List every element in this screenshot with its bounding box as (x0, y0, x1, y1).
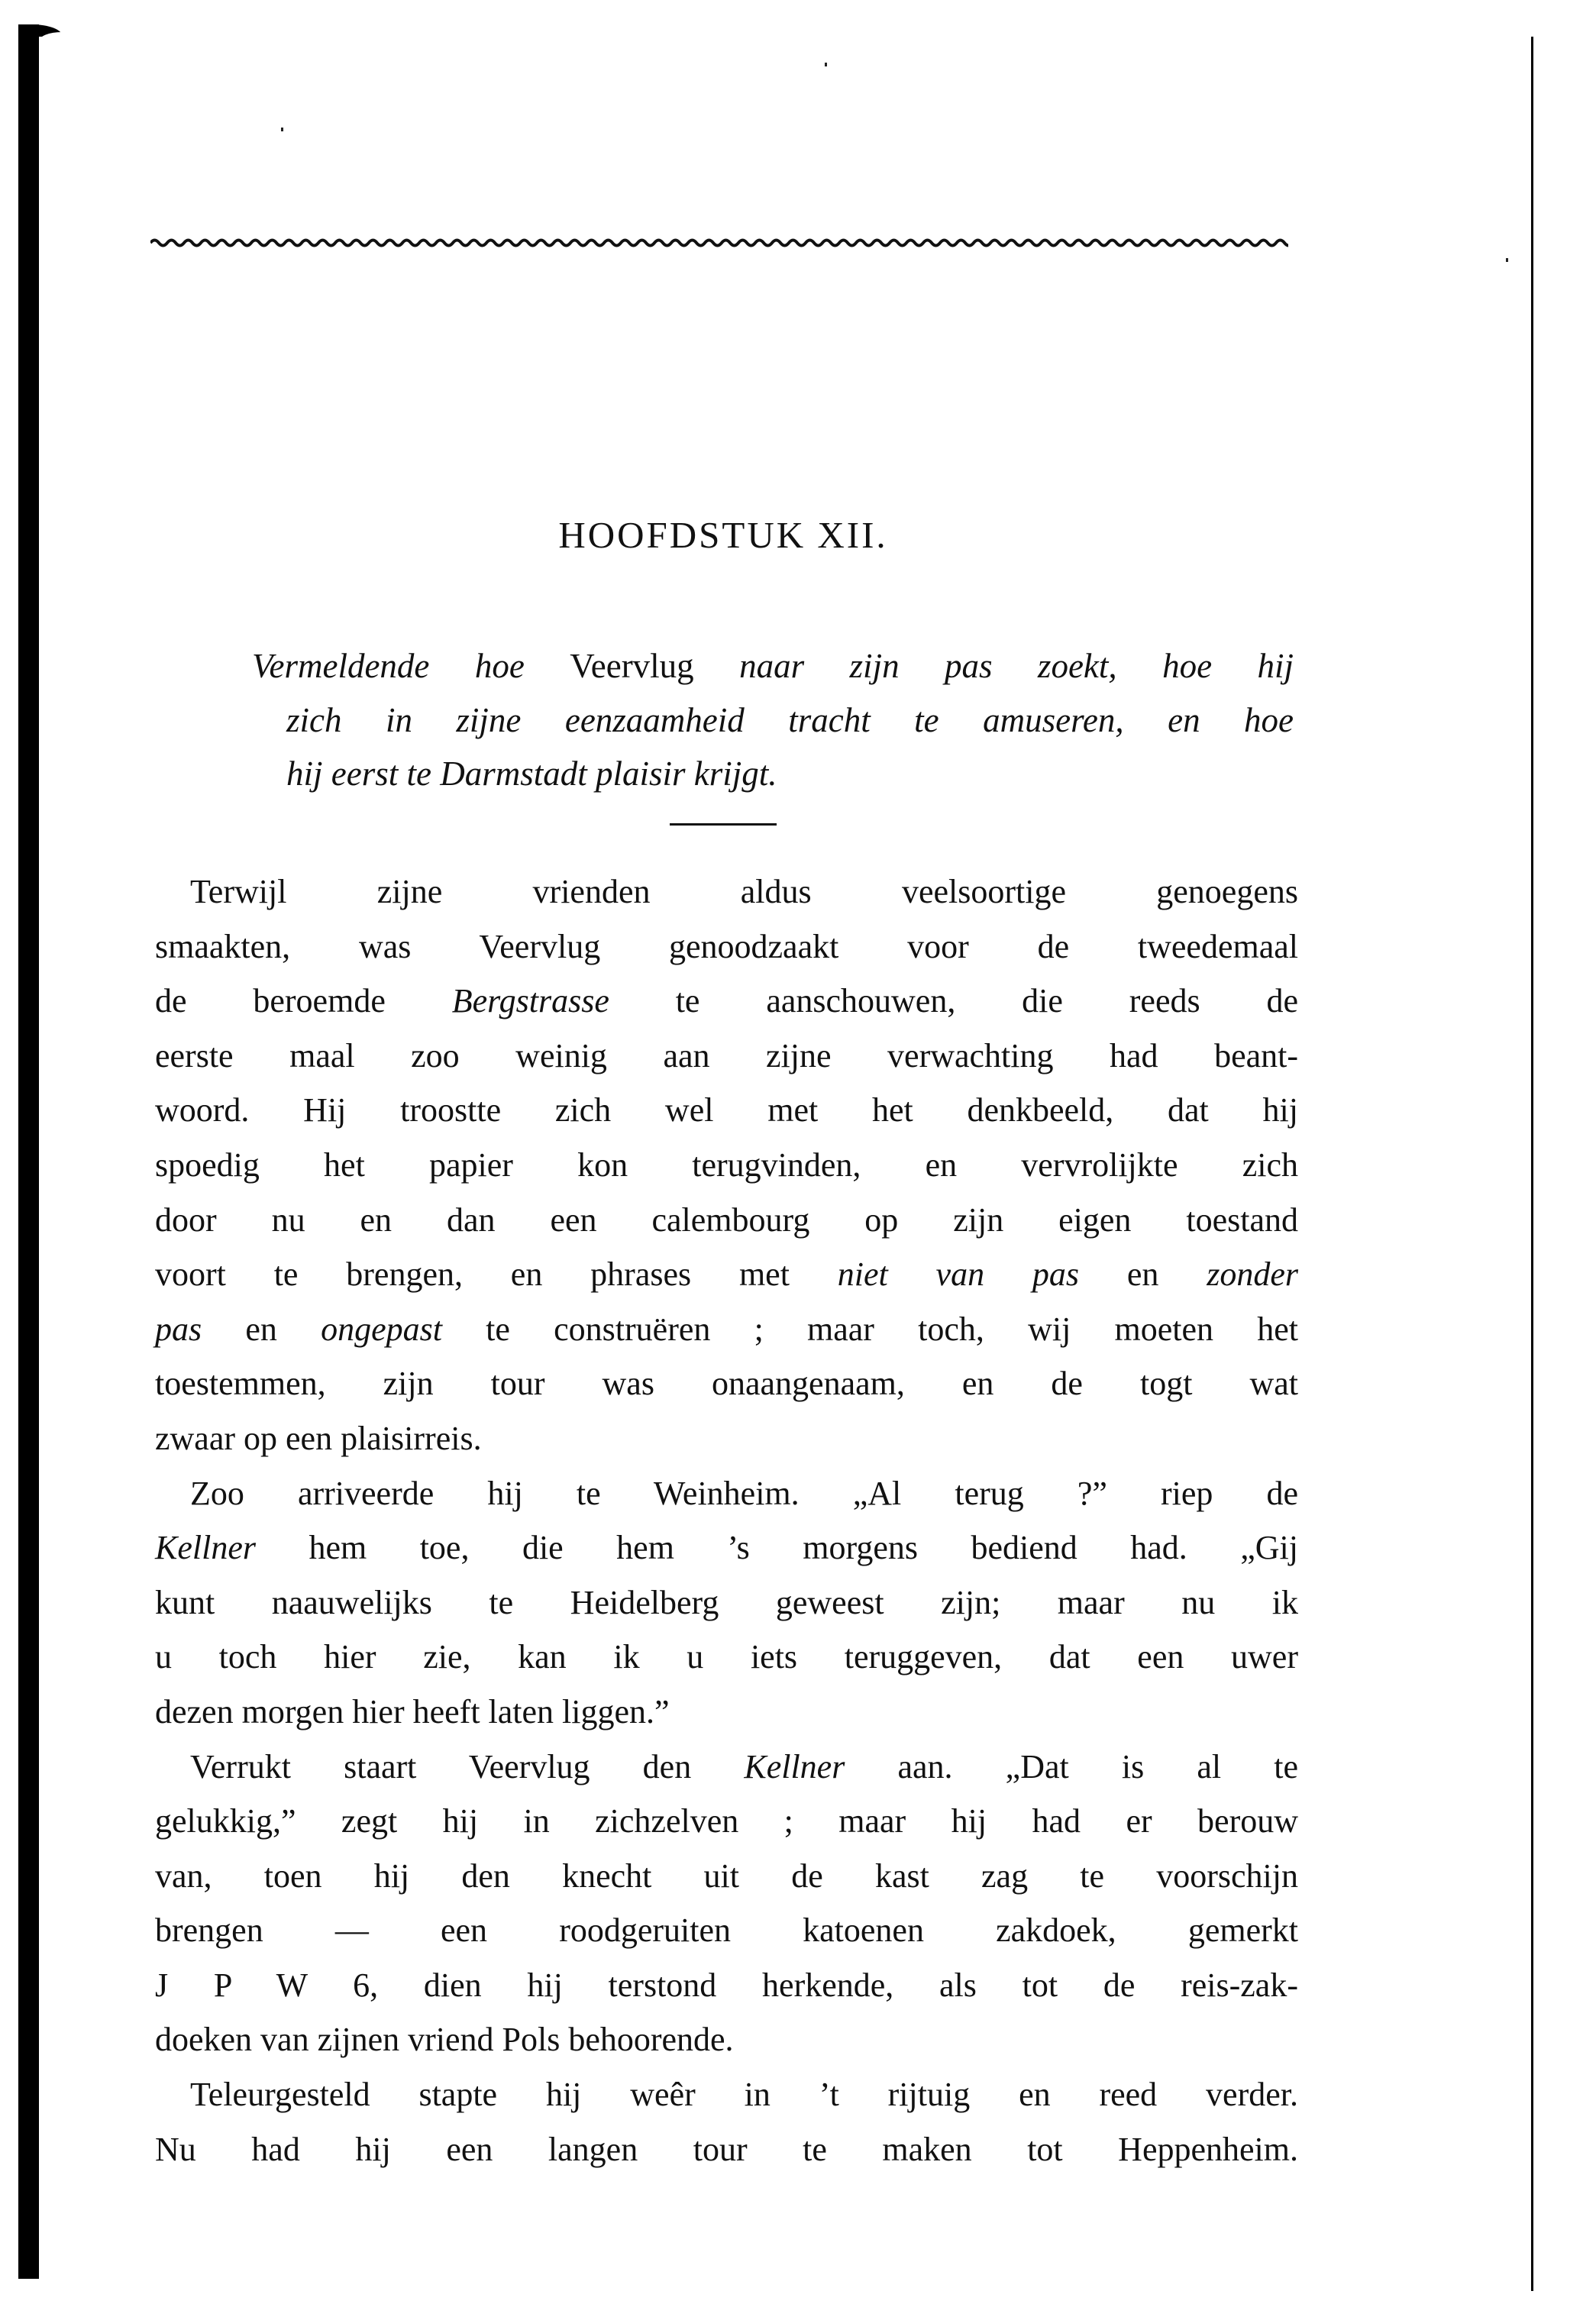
text-line (155, 2072, 1298, 2127)
text-line (155, 1963, 1298, 2018)
text-line (155, 2127, 1298, 2182)
text-run: kunt naauwelijks te Heidelberg geweest zijn; maar nu ik (155, 1583, 1298, 1621)
print-speck (1506, 258, 1508, 262)
text-run: u toch hier zie, kan ik u iets teruggeven, dat een uwer (155, 1638, 1298, 1676)
text-line (155, 1197, 1298, 1252)
text-run: hem toe, die hem ’s morgens bediend had. „Gij (255, 1529, 1298, 1567)
short-horizontal-rule-icon (670, 823, 777, 826)
text-line (252, 697, 1294, 751)
wavy-rule-ornament-icon (150, 235, 1288, 250)
text-run: Verrukt staart Veervlug den (190, 1747, 745, 1785)
italic-run: niet van pas (837, 1255, 1080, 1294)
text-run: Terwijl zijne vrienden aldus veelsoortige genoegens (190, 873, 1298, 910)
text-line (155, 1580, 1298, 1635)
italic-run: zich in zijne eenzaamheid tracht te amuseren, en hoe (286, 700, 1294, 739)
text-line (155, 1471, 1298, 1526)
text-run: van, toen hij den knecht uit de kast zag te voorschijn (155, 1856, 1298, 1895)
text-run: gelukkig,” zegt hij in zichzelven ; maar hij had er berouw (155, 1802, 1298, 1840)
italic-run: Bergstrasse (451, 982, 609, 1020)
italic-run: pas (155, 1310, 202, 1348)
text-line (252, 643, 1294, 697)
text-run: te aanschouwen, die reeds de (609, 982, 1298, 1020)
italic-run: Kellner (744, 1747, 845, 1785)
text-line (155, 1307, 1298, 1362)
text-run: de beroemde (155, 982, 452, 1020)
text-line (155, 1361, 1298, 1416)
text-line (155, 1689, 1298, 1744)
text-line (155, 1087, 1298, 1142)
text-run: J P W 6, dien hij terstond herkende, als tot de reis-zak- (155, 1966, 1298, 2004)
text-line (155, 1798, 1298, 1853)
text-line (155, 869, 1298, 924)
text-line (155, 1853, 1298, 1908)
text-line (252, 751, 1294, 805)
book-binding-corner (18, 24, 63, 37)
text-line (155, 978, 1298, 1033)
text-run: en (1079, 1255, 1207, 1294)
text-run: Zoo arriveerde hij te Weinheim. „Al terug ?” riep de (190, 1474, 1298, 1512)
book-binding-edge (18, 24, 39, 2279)
chapter-heading: HOOFDSTUK XII. (558, 514, 888, 556)
text-run: doeken van zijnen vriend Pols behoorende. (155, 2021, 734, 2059)
text-line (155, 1033, 1298, 1088)
italic-run: hij eerst te Darmstadt plaisir krijgt. (286, 755, 777, 793)
text-run: brengen — een roodgeruiten katoenen zakdoek, gemerkt (155, 1911, 1298, 1950)
page-right-edge-line (1531, 37, 1533, 2291)
text-run: aan. „Dat is al te (845, 1747, 1298, 1785)
text-line (155, 1525, 1298, 1580)
print-speck (825, 63, 827, 66)
italic-run: zonder (1207, 1255, 1298, 1294)
body-text (155, 869, 1298, 2181)
text-run: smaakten, was Veervlug genoodzaakt voor de tweedemaal (155, 927, 1298, 965)
text-line (155, 1142, 1298, 1197)
text-run: woord. Hij troostte zich wel met het denkbeeld, dat hij (155, 1091, 1298, 1129)
print-speck (281, 128, 283, 131)
text-line (155, 1416, 1298, 1471)
chapter-subtitle (252, 643, 1294, 805)
text-line (155, 2017, 1298, 2072)
text-line (155, 1252, 1298, 1307)
text-run: Veervlug (570, 647, 740, 685)
text-run: en (202, 1310, 321, 1348)
text-run: toestemmen, zijn tour was onaangenaam, en de togt wat (155, 1365, 1298, 1403)
text-line (155, 1634, 1298, 1689)
text-run: Teleurgesteld stapte hij weêr in ’t rijtuig en reed verder. (190, 2076, 1298, 2114)
text-run: voort te brengen, en phrases met (155, 1255, 838, 1294)
text-line (155, 924, 1298, 979)
text-run: door nu en dan een calembourg op zijn eigen toestand (155, 1200, 1298, 1239)
italic-run: Kellner (155, 1529, 256, 1567)
italic-run: naar zijn pas zoekt, hoe hij (739, 647, 1294, 685)
text-line (155, 1908, 1298, 1963)
text-run: eerste maal zoo weinig aan zijne verwachting had beant- (155, 1036, 1298, 1074)
text-line (155, 1744, 1298, 1799)
text-run: te construëren ; maar toch, wij moeten het (441, 1310, 1299, 1348)
text-run: Nu had hij een langen tour te maken tot Heppenheim. (155, 2130, 1298, 2168)
text-run: dezen morgen hier heeft laten liggen.” (155, 1692, 670, 1730)
text-run: zwaar op een plaisirreis. (155, 1419, 482, 1457)
text-run: spoedig het papier kon terugvinden, en vervrolijkte zich (155, 1146, 1298, 1184)
italic-run: ongepast (321, 1310, 442, 1348)
italic-run: Vermeldende hoe (252, 647, 570, 685)
